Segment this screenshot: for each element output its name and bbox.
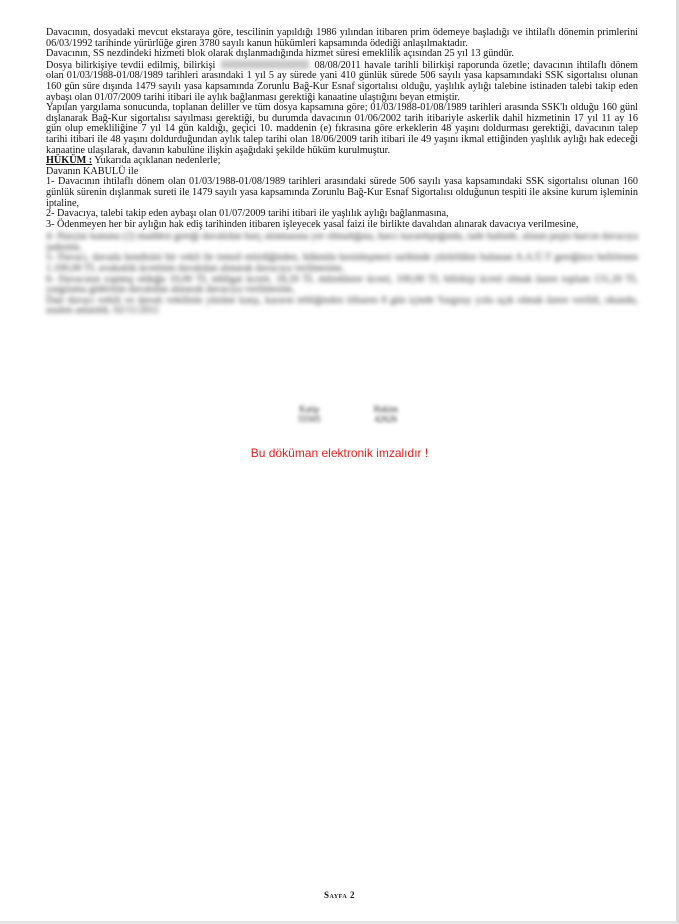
judge-signature (374, 404, 399, 424)
signature-block (298, 404, 398, 424)
redacted-verdict-block (46, 232, 638, 317)
redacted-line: 5- Davacı, davada kendisini bir vekil ile temsil ettirdiğinden, hükmün kesinleşmesi tarihinde yürürlükte bulunan A.A.Ü.T gereğince belirlenen 1.100,00 TL avukatlık ücretinin davalıdan alınarak davacıya verilmesine, (46, 252, 638, 275)
paragraph-service-duration: Davacının, SS nezdindeki hizmeti blok olarak dışlanmadığında hizmet süresi emeklilik açısından 25 yıl 13 gündür. (46, 48, 514, 60)
verdict-item-1: 1- Davacının ihtilaflı dönem olan 01/03/1988-01/08/1989 tarihleri arasındaki sürede 506 sayılı yasa kapsamındaki SSK sigortalısı olunan 160 günlük sürenin dışlanmak sureti ile 1479 sayılı yasa kapsamında Zorunlu Bağ-Kur Esnaf Sigortalısı olduğunun tespiti ile aksine kurum işleminin iptaline, (46, 176, 638, 209)
judge-id: 42626 (374, 414, 397, 424)
verdict-accept: Davanın KABULÜ ile (46, 165, 139, 177)
redacted-line: Dair davacı vekili ve davalı vekilinin yüzüne karşı, kararın tebliğinden itibaren 8 gün içinde Yargıtay yolu açık olmak üzere verildi, okundu, usulen anlatıldı. 02/11/2011 (46, 294, 638, 317)
redacted-expert-name (221, 60, 309, 69)
clerk-signature (298, 404, 321, 424)
page-number: Sayfa 2 (324, 890, 355, 900)
document-body (46, 28, 638, 317)
electronic-signature-notice: Bu döküman elektronik imzalıdır ! (250, 446, 429, 460)
verdict-heading: HÜKÜM : (46, 155, 93, 167)
verdict-item-3: 3- Ödenmeyen her bir aylığın hak ediş tarihinden itibaren işleyecek yasal faizi ile birlikte davalıdan alınarak davacıya verilmesine, (46, 218, 579, 230)
expert-report-start: Dosya bilirkişiye tevdii edilmiş, bilirkişi (46, 59, 219, 71)
clerk-id: 55505 (298, 414, 321, 424)
expert-report-rest: 08/08/2011 havale tarihli bilirkişi raporunda özetle; davacının ihtilaflı dönem olan 01/03/1988-01/08/1989 tarihleri arasındaki 1 yıl 5 ay sürede yani 410 günlük sürede 506 sayılı yasa kapsamındaki SSK sigortalısı olunan 160 gün süre dışında 1479 sayılı yasa kapsamında Zorunlu Bağ-Kur Esnaf sigortalısı olduğu, yaşlılık aylığı talebine istinaden talebi takip eden aybaşı olan 01/07/2009 tarihi itibari ile aylık bağlanması gerektiği kanaatine ulaştığını beyan etmiştir. (46, 59, 638, 103)
judge-title: Hakim (373, 404, 398, 414)
verdict-item-2: 2- Davacıya, talebi takip eden aybaşı olan 01/07/2009 tarihi itibari ile yaşlılık aylığı bağlanmasına, (46, 208, 449, 220)
paragraph-premium-history: Davacının, dosyadaki mevcut ekstaraya göre, tescilinin yapıldığı 1986 yılından itibaren prim ödemeye başladığı ve ihtilaflı dönemin primlerini 06/03/1992 tarihinde yürürlüğe giren 3780 sayılı kanun hükümleri kapsamında ödediği anlaşılmaktadır. (46, 27, 638, 49)
paragraph-expert-report (46, 60, 638, 103)
redacted-line: 4- Harçlar kanunu (2) maddesi gereği davalıdan harç alınmasına yer olmadığına, harcı karardıştığında, iade halinde, alınan peşin harcın davacıya iadesine, (46, 231, 638, 253)
clerk-title: Katip (299, 404, 320, 414)
paragraph-trial-result: Yapılan yargılama sonucunda, toplanan deliller ve tüm dosya kapsamına göre; 01/03/1988-01/08/1989 tarihleri arasında SSK'lı olduğu 160 günl dışlanarak Bağ-Kur sigortalısı sayılması gerektiği, bu durumda davacının 01/06/2002 tarih itibariyle askerlik dahil hizmetinin 17 yıl 11 ay 16 gün olup emekliliğine 7 yıl 14 gün kaldığı, geçici 10. maddenin (e) fıkrasına göre erkeklerin 48 yaşını doldurması gerektiği, davacının talep tarihi itibari ile 48 yaşını doldurduğundan aylık talep tarihi olan 18/06/2009 tarih itibari ile 49 yaşını ikmal ettiğinden yaşlılık aylığı hak edeceği kanaatine ulaşılarak, davanın kabulüne ilişkin aşağıdaki şekilde hüküm kurulmuştur. (46, 102, 638, 156)
redacted-line: 6- Davacının yapmış olduğu 10,00 TL tebligat ücreti, 18,20 TL müzekkere ücreti, 100,00 TL bilirkişi ücreti olmak üzere toplam 131,20 TL yargılama giderinin davalıdan alınarak davacıya verilmesine, (46, 273, 638, 296)
verdict-heading-rest: Yukarıda açıklanan nedenlerle; (92, 155, 221, 167)
